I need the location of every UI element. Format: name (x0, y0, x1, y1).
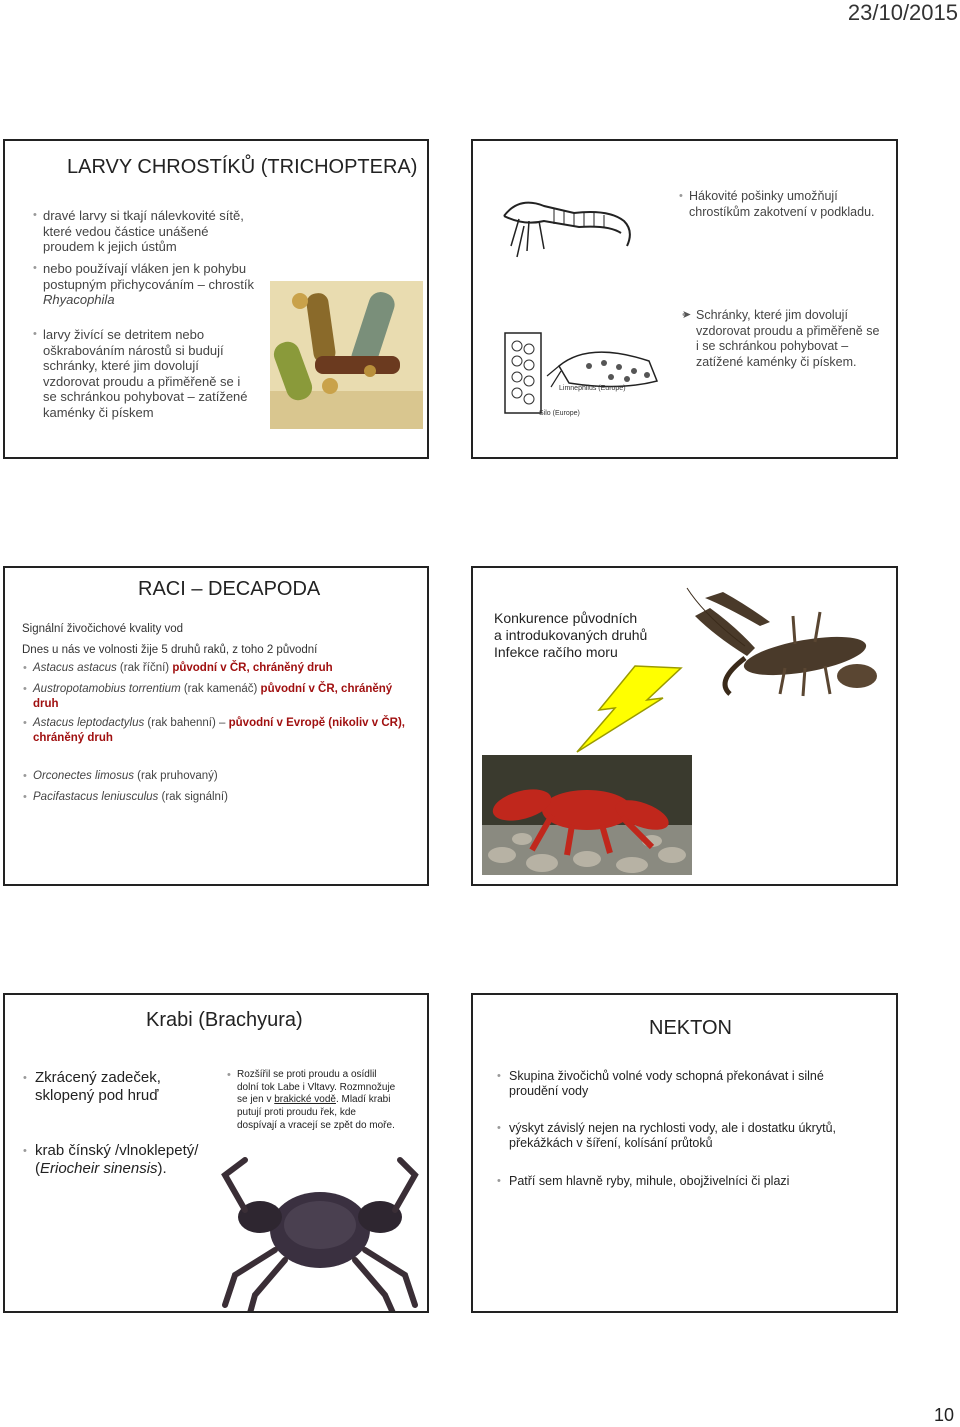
bullet-hakovite-posinky: • Hákovité pošinky umožňují chrostíkům zakotvení v podkladu. (679, 189, 898, 220)
bullet-drave-larvy: • dravé larvy si tkají nálevkovité sítě, které vedou částice unášené proudem k jejich ústům (33, 208, 283, 255)
date: 23/10/2015 (847, 0, 958, 25)
bullet-rozsiril: • Rozšířil se proti proudu a osídlil dolní tok Labe i Vltavy. Rozmnožuje se jen v brakické vodě. Mladí krabi putují proti proudu řek, kde dospívají a vracejí se zpět do moře. (227, 1069, 429, 1133)
slide-title: NEKTON (649, 1017, 732, 1039)
bullet-krab-cinsky: • krab čínský /vlnoklepetý/ (Eriocheir sinensis). (23, 1142, 225, 1178)
species-astacus-leptodactylus: • Astacus leptodactylus (rak bahenní) – původní v Evropě (nikoliv v ČR), chráněný druh (23, 716, 423, 746)
crab-photo (215, 1155, 429, 1313)
slide-title: RACI – DECAPODA (138, 578, 321, 600)
caddisfly-larvae-illustration (270, 281, 423, 429)
caption-silo: Silo (Europe) (539, 410, 580, 417)
page-number: 10 (933, 1405, 954, 1425)
slide-chrostik-schranky (471, 139, 898, 459)
lightning-bolt-icon (563, 664, 683, 754)
bullet-skupina: • Skupina živočichů volné vody schopná překonávat i silné proudění vody (497, 1069, 898, 1098)
slide-nekton (471, 993, 898, 1313)
larva-sketch (499, 191, 639, 263)
species-orconectes: • Orconectes limosus (rak pruhovaný) (23, 769, 423, 785)
bullet-vyskyt: • výskyt závislý nejen na rychlosti vody, ale i dostatku úkrytů, překážkách v šíření, kolísání průtoků (497, 1121, 898, 1150)
red-crayfish-photo (482, 755, 692, 875)
konkurence-text: Konkurence původních a introdukovaných druhů Infekce račího moru (494, 610, 648, 660)
bullet-schranky: • ➤ Schránky, které jim dovolují vzdorovat proudu a přiměřeně se i se schránkou pohybovat – zatížené kaménky či pískem. (682, 308, 898, 370)
bullet-patri: • Patří sem hlavně ryby, mihule, obojživelníci či plazi (497, 1174, 898, 1189)
slide-title: Krabi (Brachyura) (146, 1009, 303, 1031)
slide-krabi (3, 993, 429, 1313)
bullet-vlakna: • nebo používají vláken jen k pohybu postupným přichycováním – chrostík Rhyacophila (33, 261, 283, 308)
bullet-zkraceny: • Zkrácený zadeček, sklopený pod hruď (23, 1069, 225, 1105)
arrow-bullet-icon: • ➤ (682, 309, 692, 321)
slide-larvy-chrostiku (3, 139, 429, 459)
crayfish-photo (685, 586, 890, 701)
bullet-detrit: • larvy živící se detritem nebo oškrabováním nárostů si budují schránky, které jim dovolují vzdorovat proudu a přiměřeně se i se schránkou pohybovat – zatížené kaménky či pískem (33, 327, 283, 420)
slide-konkurence (471, 566, 898, 886)
druhy-text: Dnes u nás ve volnosti žije 5 druhů raků, z toho 2 původní (22, 644, 318, 656)
species-austropotamobius: • Austropotamobius torrentium (rak kamenáč) původní v ČR, chráněný druh (23, 682, 423, 712)
slide-title: LARVY CHROSTÍKŮ (TRICHOPTERA) (67, 156, 418, 178)
caption-limnephilus: Limnephilus (Europe) (559, 385, 626, 392)
case-sketches (499, 321, 659, 421)
slide-raci-decapoda (3, 566, 429, 886)
signalni-text: Signální živočichové kvality vod (22, 623, 184, 635)
species-pacifastacus: • Pacifastacus leniusculus (rak signální) (23, 790, 423, 806)
species-astacus-astacus: • Astacus astacus (rak říční) původní v ČR, chráněný druh (23, 661, 423, 676)
